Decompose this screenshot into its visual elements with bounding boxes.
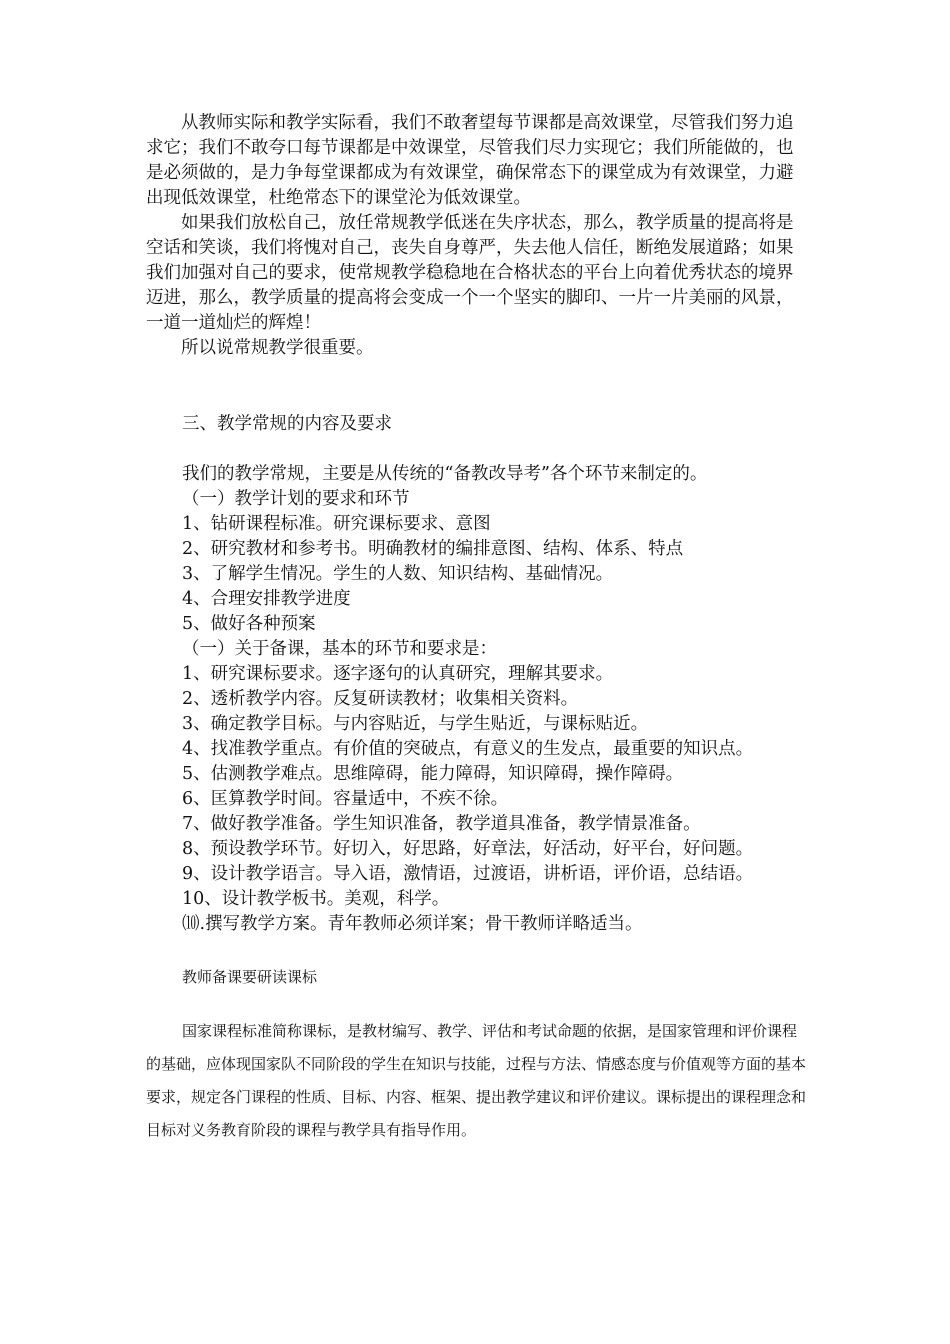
list-line: （一）教学计划的要求和环节 <box>182 489 410 509</box>
list-line: 1、钻研课程标准。研究课标要求、意图 <box>182 514 491 534</box>
curriculum-paragraph: 国家课程标准简称课标，是教材编写、教学、评估和考试命题的依据，是国家管理和评价课程的基础，应体现国家队不同阶段的学生在知识与技能，过程与方法、情感态度与价值观等方面的基本要求，规定各门课程的性质、目标、内容、框架、提出教学建议和评价建议。课标提出的课程理念和目标对义务教育阶段的课程与教学具有指导作用。 <box>146 1022 807 1139</box>
section-heading: 三、教学常规的内容及要求 <box>182 414 392 434</box>
curriculum-section <box>146 1015 806 1147</box>
list-line: （一）关于备课，基本的环节和要求是： <box>182 639 497 659</box>
section-list <box>182 462 822 937</box>
list-line: 3、确定教学目标。与内容贴近，与学生贴近，与课标贴近。 <box>182 714 649 734</box>
list-line: 4、找准教学重点。有价值的突破点，有意义的生发点，最重要的知识点。 <box>182 739 754 759</box>
list-line: 我们的教学常规，主要是从传统的“备教改导考”各个环节来制定的。 <box>182 464 708 484</box>
list-line: 7、做好教学准备。学生知识准备，教学道具准备，教学情景准备。 <box>182 814 701 834</box>
list-line: 2、研究教材和参考书。明确教材的编排意图、结构、体系、特点 <box>182 539 684 559</box>
list-line: 1、研究课标要求。逐字逐句的认真研究，理解其要求。 <box>182 664 614 684</box>
list-line: 5、做好各种预案 <box>182 614 316 634</box>
list-line: 8、预设教学环节。好切入，好思路，好章法，好活动，好平台，好问题。 <box>182 839 754 859</box>
list-line: 3、了解学生情况。学生的人数、知识结构、基础情况。 <box>182 564 614 584</box>
list-line: 4、合理安排教学进度 <box>182 589 351 609</box>
list-line: 9、设计教学语言。导入语，激情语，过渡语，讲析语，评价语，总结语。 <box>182 864 754 884</box>
list-line: 2、透析教学内容。反复研读教材；收集相关资料。 <box>182 689 579 709</box>
intro-paragraph-1: 从教师实际和教学实际看，我们不敢奢望每节课都是高效课堂，尽管我们努力追求它；我们不敢夸口每节课都是中效课堂，尽管我们尽力实现它；我们所能做的，也是必须做的，是力争每堂课都成为有效课堂，确保常态下的课堂成为有效课堂，力避出现低效课堂，杜绝常态下的课堂沦为低效课堂。 <box>146 113 794 208</box>
list-line: 6、匡算教学时间。容量适中，不疾不徐。 <box>182 789 509 809</box>
intro-paragraph-2: 如果我们放松自己，放任常规教学低迷在失序状态，那么，教学质量的提高将是空话和笑谈，我们将愧对自己，丧失自身尊严，失去他人信任，断绝发展道路；如果我们加强对自己的要求，使常规教学稳稳地在合格状态的平台上向着优秀状态的境界迈进，那么，教学质量的提高将会变成一个一个坚实的脚印、一片一片美丽的风景，一道一道灿烂的辉煌！ <box>146 213 794 333</box>
intro-section <box>146 111 806 361</box>
list-line: ⑽.撰写教学方案。青年教师必须详案；骨干教师详略适当。 <box>182 914 643 934</box>
intro-paragraph-3: 所以说常规教学很重要。 <box>181 338 374 358</box>
list-line: 5、估测教学难点。思维障碍，能力障碍，知识障碍，操作障碍。 <box>182 764 684 784</box>
curriculum-heading: 教师备课要研读课标 <box>182 968 318 986</box>
list-line: 10、设计教学板书。美观，科学。 <box>182 889 450 909</box>
